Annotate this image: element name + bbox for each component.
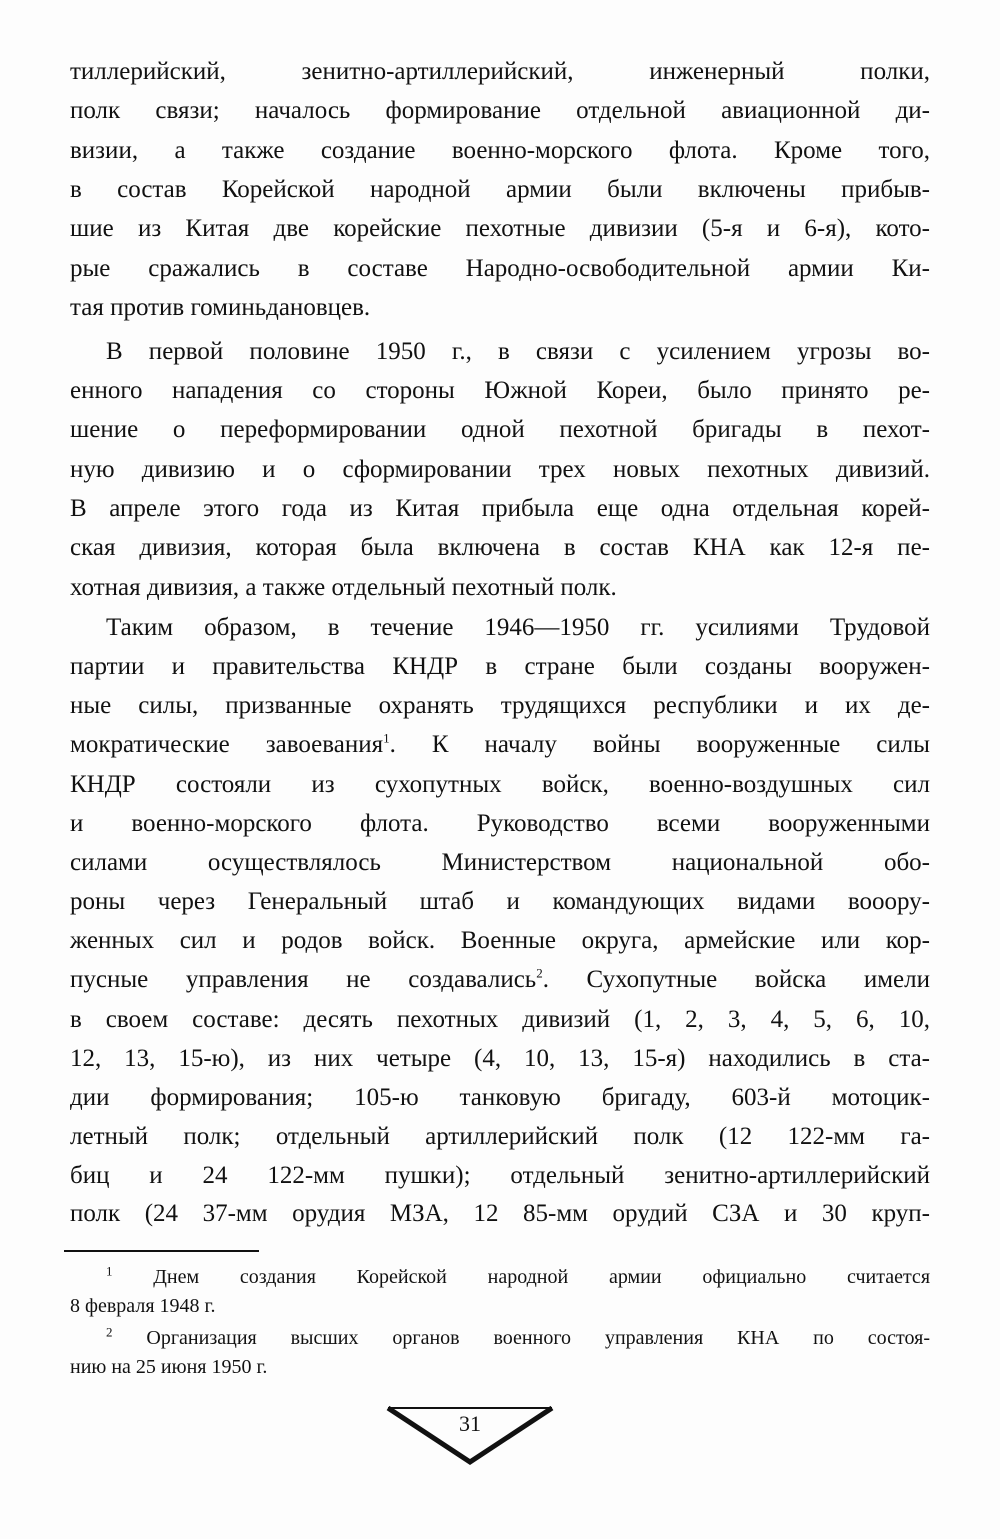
text-line: в своем составе: десять пехотных дивизий (1, 2, 3, 4, 5, 6, 10,: [70, 1006, 930, 1033]
text-line: шие из Китая две корейские пехотные дивизии (5-я и 6-я), кото-: [70, 215, 930, 242]
footnote-divider: [64, 1250, 259, 1252]
text-line: В первой половине 1950 г., в связи с усилением угрозы во-: [106, 338, 930, 365]
footnote-1: [106, 1264, 930, 1290]
text-line: Таким образом, в течение 1946—1950 гг. усилиями Трудовой: [106, 614, 930, 641]
text-span: . Сухопутные войска имели: [542, 966, 930, 993]
footnote-ref[interactable]: 1: [383, 730, 390, 746]
text-line: партии и правительства КНДР в стране были созданы вооружен-: [70, 653, 930, 680]
text-line: КНДР состояли из сухопутных войск, военно-воздушных сил: [70, 771, 930, 798]
footnote-mark: 1: [106, 1263, 113, 1279]
text-line: роны через Генеральный штаб и командующих видами вооору-: [70, 888, 930, 915]
page-number: 31: [459, 1411, 481, 1436]
text-line: летный полк; отдельный артиллерийский полк (12 122-мм га-: [70, 1123, 930, 1150]
footnote-ref[interactable]: 2: [536, 965, 543, 981]
text-span: пусные управления не создавались: [70, 966, 537, 993]
text-line: ская дивизия, которая была включена в состав КНА как 12-я пе-: [70, 534, 930, 561]
text-span: мократические завоевания: [70, 731, 384, 758]
text-line: хотная дивизия, а также отдельный пехотный полк.: [70, 574, 617, 601]
text-line: в состав Корейской народной армии были включены прибыв-: [70, 176, 930, 203]
footnote-1-cont: 8 февраля 1948 г.: [70, 1295, 216, 1317]
footnote-text: Организация высших органов военного управления КНА по состоя-: [146, 1327, 930, 1349]
text-line: ную дивизию и о сформировании трех новых пехотных дивизий.: [70, 456, 930, 483]
text-line: биц и 24 122-мм пушки); отдельный зенитно-артиллерийский: [70, 1162, 930, 1189]
text-line: [70, 730, 930, 760]
text-line: тая против гоминьдановцев.: [70, 294, 371, 321]
text-line: ные силы, призванные охранять трудящихся республики и их де-: [70, 692, 930, 719]
text-line: визии, а также создание военно-морского флота. Кроме того,: [70, 137, 930, 164]
footnote-text: Днем создания Корейской народной армии официально считается: [153, 1266, 931, 1288]
text-line: и военно-морского флота. Руководство всеми вооруженными: [70, 810, 930, 837]
text-line: силами осуществлялось Министерством национальной обо-: [70, 849, 930, 876]
footnote-2-cont: нию на 25 июня 1950 г.: [70, 1356, 268, 1378]
text-line: шение о переформировании одной пехотной бригады в пехот-: [70, 416, 930, 443]
text-line: полк (24 37-мм орудия МЗА, 12 85-мм орудий СЗА и 30 круп-: [70, 1200, 930, 1227]
text-line: рые сражались в составе Народно-освободительной армии Ки-: [70, 255, 930, 282]
footnote-mark: 2: [106, 1324, 113, 1340]
text-line: [70, 965, 930, 995]
footnote-2: [106, 1325, 930, 1351]
text-line: В апреле этого года из Китая прибыла еще одна отдельная корей-: [70, 495, 930, 522]
page-number-badge: [385, 1405, 555, 1475]
text-line: полк связи; началось формирование отдельной авиационной ди-: [70, 97, 930, 124]
text-span: . К началу войны вооруженные силы: [389, 731, 930, 758]
text-line: 12, 13, 15-ю), из них четыре (4, 10, 13, 15-я) находились в ста-: [70, 1045, 930, 1072]
text-line: дии формирования; 105-ю танковую бригаду, 603-й мотоцик-: [70, 1084, 930, 1111]
text-line: енного нападения со стороны Южной Кореи, было принято ре-: [70, 377, 930, 404]
text-line: женных сил и родов войск. Военные округа, армейские или кор-: [70, 927, 930, 954]
text-line: тиллерийский, зенитно-артиллерийский, инженерный полки,: [70, 58, 930, 85]
